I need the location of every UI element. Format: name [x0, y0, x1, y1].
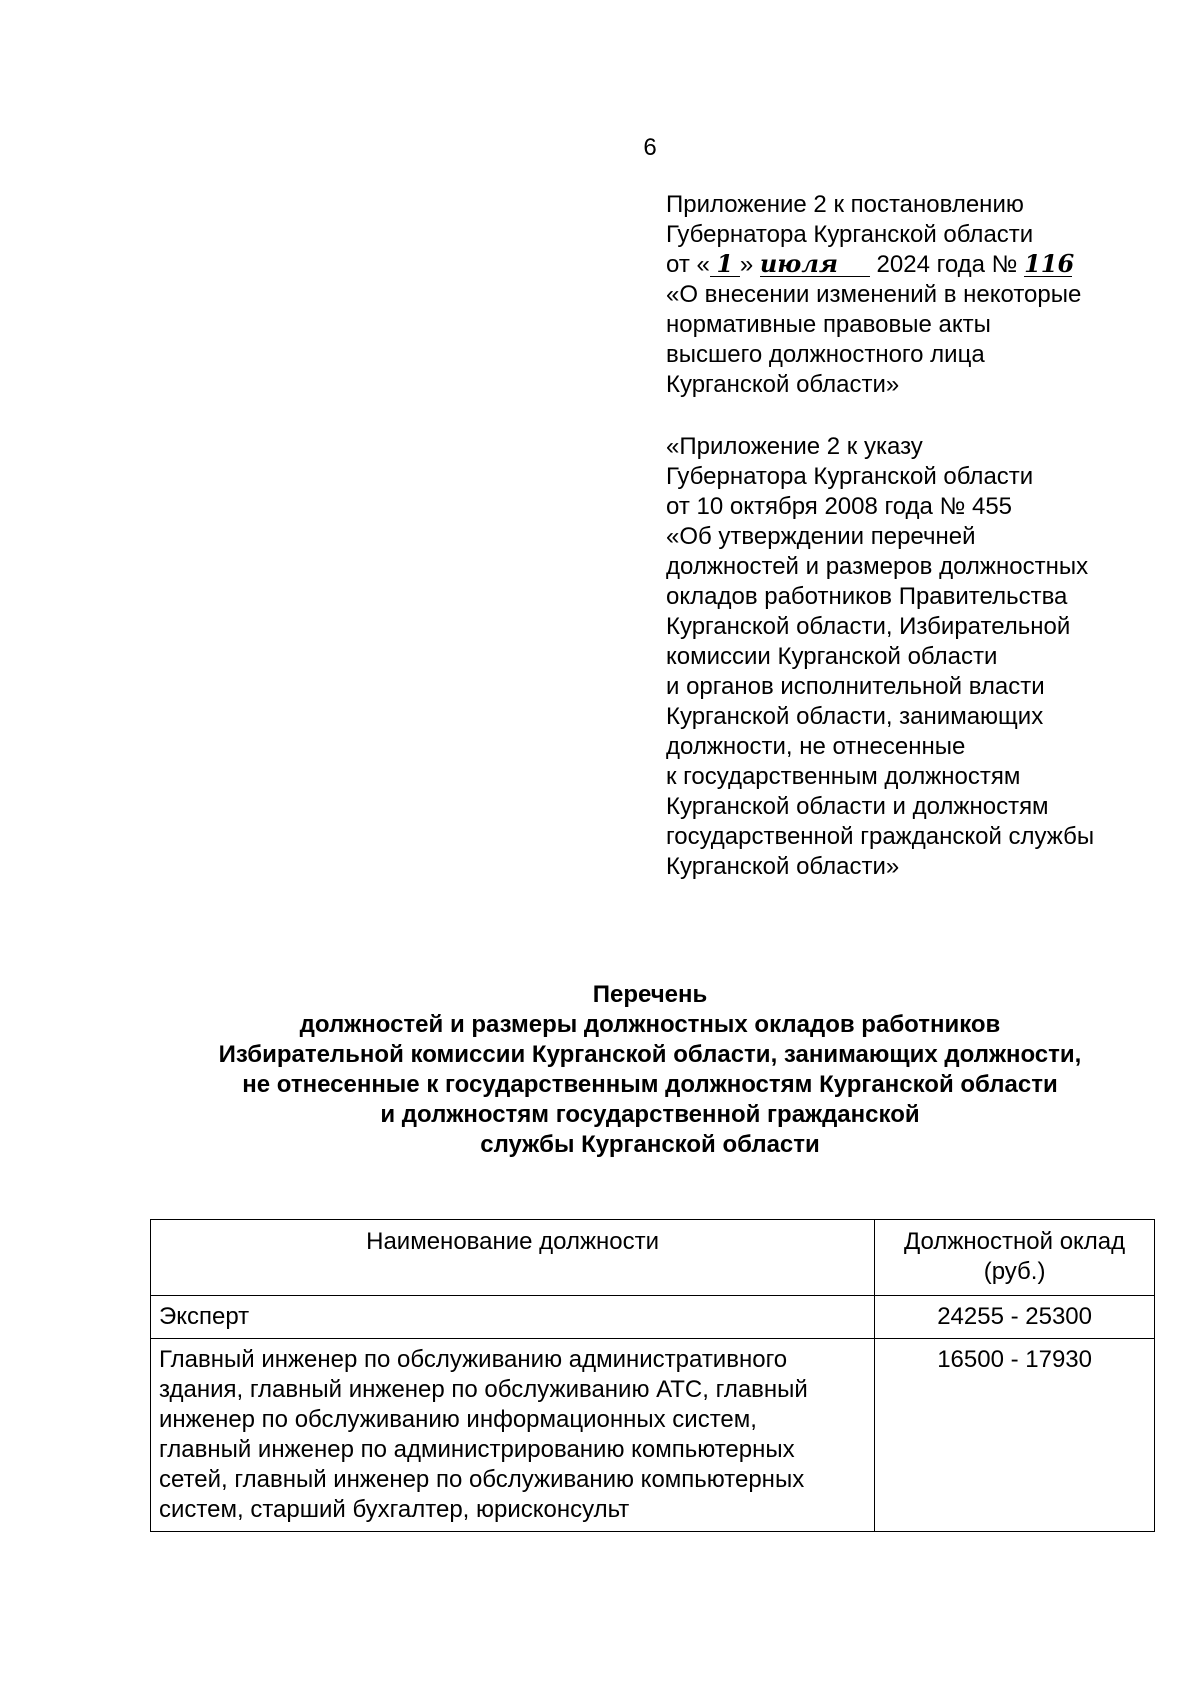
appendix-header-decree [666, 432, 1186, 882]
position-name-line: сетей, главный инженер по обслуживанию компьютерных [159, 1466, 805, 1493]
positions-salary-table [150, 1219, 1155, 1532]
date-year: 2024 года № [876, 251, 1018, 278]
appendix-line: окладов работников Правительства [666, 583, 1068, 610]
page-number: 6 [643, 134, 657, 161]
list-title-line: службы Курганской области [480, 1131, 820, 1158]
appendix-line: должностей и размеров должностных [666, 553, 1089, 580]
handwritten-day: 1 [710, 252, 740, 277]
appendix-line: высшего должностного лица [666, 341, 985, 368]
appendix-line: «Об утверждении перечней [666, 523, 976, 550]
appendix-line: и органов исполнительной власти [666, 673, 1045, 700]
appendix-line: должности, не отнесенные [666, 733, 966, 760]
appendix-line: «Приложение 2 к указу [666, 433, 923, 460]
appendix-line: Губернатора Курганской области [666, 463, 1034, 490]
salary-cell: 16500 - 17930 [875, 1339, 1155, 1532]
salary-cell: 24255 - 25300 [875, 1296, 1155, 1339]
appendix-line: Губернатора Курганской области [666, 221, 1034, 248]
appendix-line: Курганской области, Избирательной [666, 613, 1071, 640]
position-name-line: главный инженер по администрированию компьютерных [159, 1436, 795, 1463]
appendix-line: «О внесении изменений в некоторые [666, 281, 1082, 308]
header-position-name: Наименование должности [151, 1220, 875, 1296]
position-name-cell [151, 1339, 875, 1532]
appendix-line: к государственным должностям [666, 763, 1021, 790]
appendix-line: Приложение 2 к постановлению [666, 191, 1024, 218]
appendix-date-line [666, 250, 1186, 280]
appendix-line: Курганской области» [666, 371, 900, 398]
position-name-line: систем, старший бухгалтер, юрисконсульт [159, 1496, 630, 1523]
appendix-line: Курганской области, занимающих [666, 703, 1044, 730]
table-row [151, 1339, 1155, 1532]
appendix-line: от 10 октября 2008 года № 455 [666, 493, 1013, 520]
appendix-line: государственной гражданской службы [666, 823, 1095, 850]
appendix-header-resolution [666, 190, 1186, 400]
list-title-line: и должностям государственной гражданской [380, 1101, 920, 1128]
position-name-line: Эксперт [159, 1303, 250, 1330]
appendix-line: Курганской области» [666, 853, 900, 880]
table-header-row [151, 1220, 1155, 1296]
header-salary: Должностной оклад (руб.) [875, 1220, 1155, 1296]
position-name-cell [151, 1296, 875, 1339]
list-title [120, 980, 1180, 1160]
list-title-line: должностей и размеры должностных окладов работников [299, 1011, 1001, 1038]
position-name-line: здания, главный инженер по обслуживанию АТС, главный [159, 1376, 808, 1403]
appendix-line: Курганской области и должностям [666, 793, 1049, 820]
appendix-line: нормативные правовые акты [666, 311, 991, 338]
list-title-line: не отнесенные к государственным должностям Курганской области [242, 1071, 1058, 1098]
table-row [151, 1296, 1155, 1339]
date-quote-close: » [739, 251, 754, 278]
position-name-line: Главный инженер по обслуживанию административного [159, 1346, 788, 1373]
list-title-line: Перечень [592, 981, 708, 1008]
handwritten-number: 116 [1024, 249, 1075, 278]
date-prefix: от « [666, 251, 710, 278]
list-title-line: Избирательной комиссии Курганской области, занимающих должности, [218, 1041, 1082, 1068]
position-name-line: инженер по обслуживанию информационных систем, [159, 1406, 757, 1433]
handwritten-month: июля [760, 252, 870, 277]
appendix-line: комиссии Курганской области [666, 643, 998, 670]
